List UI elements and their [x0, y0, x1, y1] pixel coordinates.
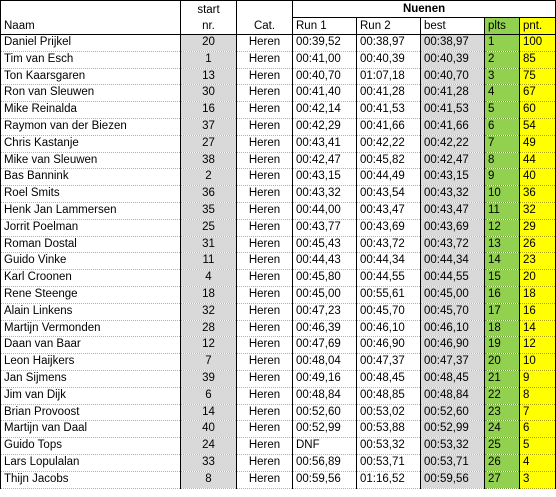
cell-plts[interactable]: 25: [485, 438, 520, 455]
cell-pnt[interactable]: 100: [520, 35, 556, 52]
cell-plts[interactable]: 9: [485, 169, 520, 186]
cell-plts[interactable]: 1: [485, 35, 520, 52]
cell-run1[interactable]: 00:45,80: [293, 270, 357, 287]
cell-start-nr[interactable]: 14: [181, 404, 237, 421]
cell-run2[interactable]: 00:43,47: [357, 202, 421, 219]
cell-plts[interactable]: 4: [485, 85, 520, 102]
cell-pnt[interactable]: 12: [520, 337, 556, 354]
cell-run2[interactable]: 00:43,72: [357, 236, 421, 253]
cell-best[interactable]: 00:48,45: [421, 370, 485, 387]
header-nr-top-cell[interactable]: [181, 1, 237, 18]
table-row: [1, 286, 556, 303]
cell-plts[interactable]: 16: [485, 286, 520, 303]
cell-best[interactable]: 00:44,55: [421, 270, 485, 287]
cell-start-nr[interactable]: 8: [181, 471, 237, 488]
cell-run1[interactable]: 00:47,69: [293, 337, 357, 354]
cell-best[interactable]: 00:46,90: [421, 337, 485, 354]
cell-run1[interactable]: 00:43,77: [293, 219, 357, 236]
header-row-top: [1, 1, 556, 18]
header-run2-label: Run 2: [360, 20, 391, 32]
cell-pnt[interactable]: 60: [520, 102, 556, 119]
cell-start-nr[interactable]: 28: [181, 320, 237, 337]
table-row: [1, 51, 556, 68]
cell-category[interactable]: Heren: [237, 421, 293, 438]
table-row: [1, 236, 556, 253]
cell-run2[interactable]: 00:44,49: [357, 169, 421, 186]
cell-run1[interactable]: 00:42,47: [293, 152, 357, 169]
cell-name[interactable]: Brian Provoost: [1, 404, 181, 421]
cell-category[interactable]: Heren: [237, 471, 293, 488]
cell-name[interactable]: Mike Reinalda: [1, 102, 181, 119]
cell-plts[interactable]: 24: [485, 421, 520, 438]
table-row: [1, 354, 556, 371]
table-row: [1, 337, 556, 354]
cell-start-nr[interactable]: 31: [181, 236, 237, 253]
header-run1-label: Run 1: [296, 20, 327, 32]
cell-name[interactable]: Thijn Jacobs: [1, 471, 181, 488]
cell-run1[interactable]: 00:44,43: [293, 253, 357, 270]
header-run2-cell[interactable]: [357, 18, 421, 35]
cell-run1[interactable]: 00:43,15: [293, 169, 357, 186]
cell-best[interactable]: 00:43,32: [421, 186, 485, 203]
cell-plts[interactable]: 6: [485, 118, 520, 135]
cell-pnt[interactable]: 9: [520, 370, 556, 387]
cell-plts[interactable]: 10: [485, 186, 520, 203]
cell-best[interactable]: 00:59,56: [421, 471, 485, 488]
cell-category[interactable]: Heren: [237, 253, 293, 270]
cell-run1[interactable]: 00:43,41: [293, 135, 357, 152]
cell-run2[interactable]: 00:41,28: [357, 85, 421, 102]
header-pnt-label: pnt.: [523, 20, 543, 32]
cell-run2[interactable]: 00:46,10: [357, 320, 421, 337]
cell-pnt[interactable]: 44: [520, 152, 556, 169]
cell-name[interactable]: Jim van Dijk: [1, 387, 181, 404]
cell-name[interactable]: Ron van Sleuwen: [1, 85, 181, 102]
cell-best[interactable]: 00:46,10: [421, 320, 485, 337]
cell-name[interactable]: Daniel Prijkel: [1, 35, 181, 52]
cell-plts[interactable]: 22: [485, 387, 520, 404]
cell-plts[interactable]: 21: [485, 370, 520, 387]
cell-name[interactable]: Martijn Vermonden: [1, 320, 181, 337]
cell-run2[interactable]: 00:43,69: [357, 219, 421, 236]
cell-run1[interactable]: 00:47,23: [293, 303, 357, 320]
cell-pnt[interactable]: 54: [520, 118, 556, 135]
cell-name[interactable]: Lars Lopulalan: [1, 454, 181, 471]
cell-best[interactable]: 00:43,47: [421, 202, 485, 219]
cell-start-nr[interactable]: 2: [181, 169, 237, 186]
cell-pnt[interactable]: 7: [520, 404, 556, 421]
cell-name[interactable]: Bas Bannink: [1, 169, 181, 186]
cell-run2[interactable]: 00:41,66: [357, 118, 421, 135]
header-event-cell[interactable]: [293, 1, 556, 18]
cell-run1[interactable]: 00:45,00: [293, 286, 357, 303]
cell-name[interactable]: Karl Croonen: [1, 270, 181, 287]
cell-plts[interactable]: 18: [485, 320, 520, 337]
cell-name[interactable]: Guido Vinke: [1, 253, 181, 270]
header-plts-cell[interactable]: [485, 18, 520, 35]
cell-start-nr[interactable]: 7: [181, 354, 237, 371]
header-nr-bottom-cell[interactable]: [181, 18, 237, 35]
table-row: [1, 454, 556, 471]
cell-category[interactable]: Heren: [237, 320, 293, 337]
cell-name[interactable]: Leon Haijkers: [1, 354, 181, 371]
cell-start-nr[interactable]: 35: [181, 202, 237, 219]
cell-category[interactable]: Heren: [237, 303, 293, 320]
cell-pnt[interactable]: 20: [520, 270, 556, 287]
cell-category[interactable]: Heren: [237, 370, 293, 387]
cell-category[interactable]: Heren: [237, 135, 293, 152]
cell-start-nr[interactable]: 13: [181, 68, 237, 85]
cell-start-nr[interactable]: 11: [181, 253, 237, 270]
cell-best[interactable]: 00:38,97: [421, 35, 485, 52]
cell-start-nr[interactable]: 38: [181, 152, 237, 169]
cell-run1[interactable]: DNF: [293, 438, 357, 455]
header-pnt-cell[interactable]: [520, 18, 556, 35]
cell-best[interactable]: 00:42,47: [421, 152, 485, 169]
table-row: [1, 387, 556, 404]
cell-run1[interactable]: 00:42,14: [293, 102, 357, 119]
cell-pnt[interactable]: 29: [520, 219, 556, 236]
cell-run2[interactable]: 00:53,71: [357, 454, 421, 471]
header-plts-label: plts: [488, 20, 506, 32]
cell-start-nr[interactable]: 16: [181, 102, 237, 119]
cell-pnt[interactable]: 23: [520, 253, 556, 270]
results-body: [1, 35, 556, 489]
cell-start-nr[interactable]: 32: [181, 303, 237, 320]
table-row: [1, 471, 556, 488]
cell-run1[interactable]: 00:48,04: [293, 354, 357, 371]
cell-plts[interactable]: 13: [485, 236, 520, 253]
table-row: [1, 370, 556, 387]
cell-category[interactable]: Heren: [237, 236, 293, 253]
cell-pnt[interactable]: 14: [520, 320, 556, 337]
cell-category[interactable]: Heren: [237, 454, 293, 471]
cell-run2[interactable]: 00:40,39: [357, 51, 421, 68]
cell-pnt[interactable]: 32: [520, 202, 556, 219]
cell-run2[interactable]: 00:44,55: [357, 270, 421, 287]
header-best-cell[interactable]: [421, 18, 485, 35]
table-row: [1, 135, 556, 152]
cell-category[interactable]: Heren: [237, 169, 293, 186]
cell-start-nr[interactable]: 37: [181, 118, 237, 135]
cell-pnt[interactable]: 18: [520, 286, 556, 303]
cell-run2[interactable]: 00:47,37: [357, 354, 421, 371]
cell-pnt[interactable]: 85: [520, 51, 556, 68]
cell-start-nr[interactable]: 1: [181, 51, 237, 68]
cell-start-nr[interactable]: 33: [181, 454, 237, 471]
cell-run1[interactable]: 00:59,56: [293, 471, 357, 488]
cell-best[interactable]: 00:41,28: [421, 85, 485, 102]
cell-category[interactable]: Heren: [237, 102, 293, 119]
cell-run2[interactable]: 00:38,97: [357, 35, 421, 52]
cell-category[interactable]: Heren: [237, 35, 293, 52]
cell-start-nr[interactable]: 24: [181, 438, 237, 455]
header-nr-label-top: start: [197, 3, 220, 16]
cell-plts[interactable]: 11: [485, 202, 520, 219]
cell-name[interactable]: Ton Kaarsgaren: [1, 68, 181, 85]
cell-name[interactable]: Martijn van Daal: [1, 421, 181, 438]
header-run1-cell[interactable]: [293, 18, 357, 35]
cell-pnt[interactable]: 3: [520, 471, 556, 488]
table-row: [1, 102, 556, 119]
cell-start-nr[interactable]: 27: [181, 135, 237, 152]
event-title: Nuenen: [402, 3, 446, 15]
cell-plts[interactable]: 5: [485, 102, 520, 119]
cell-best[interactable]: 00:41,53: [421, 102, 485, 119]
cell-start-nr[interactable]: 12: [181, 337, 237, 354]
cell-plts[interactable]: 2: [485, 51, 520, 68]
cell-best[interactable]: 00:40,70: [421, 68, 485, 85]
cell-name[interactable]: Henk Jan Lammersen: [1, 202, 181, 219]
cell-best[interactable]: 00:40,39: [421, 51, 485, 68]
cell-pnt[interactable]: 75: [520, 68, 556, 85]
cell-pnt[interactable]: 36: [520, 186, 556, 203]
cell-run2[interactable]: 00:42,22: [357, 135, 421, 152]
table-row: [1, 202, 556, 219]
cell-run1[interactable]: 00:43,32: [293, 186, 357, 203]
cell-pnt[interactable]: 26: [520, 236, 556, 253]
cell-start-nr[interactable]: 40: [181, 421, 237, 438]
cell-run1[interactable]: 00:48,84: [293, 387, 357, 404]
cell-category[interactable]: Heren: [237, 286, 293, 303]
table-row: [1, 320, 556, 337]
cell-run2[interactable]: 00:44,34: [357, 253, 421, 270]
table-row: [1, 404, 556, 421]
cell-run1[interactable]: 00:40,70: [293, 68, 357, 85]
cell-name[interactable]: Alain Linkens: [1, 303, 181, 320]
cell-start-nr[interactable]: 30: [181, 85, 237, 102]
cell-run2[interactable]: 00:53,32: [357, 438, 421, 455]
header-name-cell[interactable]: [1, 1, 181, 35]
cell-run1[interactable]: 00:56,89: [293, 454, 357, 471]
cell-best[interactable]: 00:47,37: [421, 354, 485, 371]
cell-pnt[interactable]: 5: [520, 438, 556, 455]
cell-name[interactable]: Raymon van der Biezen: [1, 118, 181, 135]
cell-category[interactable]: Heren: [237, 337, 293, 354]
cell-plts[interactable]: 23: [485, 404, 520, 421]
cell-best[interactable]: 00:43,72: [421, 236, 485, 253]
cell-run1[interactable]: 00:52,99: [293, 421, 357, 438]
cell-plts[interactable]: 17: [485, 303, 520, 320]
header-nr-label-bottom: nr.: [202, 20, 215, 32]
cell-best[interactable]: 00:45,00: [421, 286, 485, 303]
cell-run2[interactable]: 00:55,61: [357, 286, 421, 303]
cell-run2[interactable]: 01:07,18: [357, 68, 421, 85]
cell-pnt[interactable]: 4: [520, 454, 556, 471]
cell-run2[interactable]: 00:43,54: [357, 186, 421, 203]
cell-run1[interactable]: 00:39,52: [293, 35, 357, 52]
header-best-label: best: [424, 20, 446, 32]
table-row: [1, 85, 556, 102]
table-row: [1, 68, 556, 85]
cell-pnt[interactable]: 49: [520, 135, 556, 152]
cell-run1[interactable]: 00:41,40: [293, 85, 357, 102]
cell-run2[interactable]: 00:53,02: [357, 404, 421, 421]
cell-best[interactable]: 00:53,71: [421, 454, 485, 471]
cell-category[interactable]: Heren: [237, 118, 293, 135]
cell-category[interactable]: Heren: [237, 219, 293, 236]
cell-best[interactable]: 00:43,15: [421, 169, 485, 186]
table-row: [1, 438, 556, 455]
cell-category[interactable]: Heren: [237, 186, 293, 203]
cell-name[interactable]: Jorrit Poelman: [1, 219, 181, 236]
cell-plts[interactable]: 8: [485, 152, 520, 169]
cell-plts[interactable]: 12: [485, 219, 520, 236]
cell-category[interactable]: Heren: [237, 387, 293, 404]
table-row: [1, 35, 556, 52]
cell-category[interactable]: Heren: [237, 270, 293, 287]
cell-plts[interactable]: 7: [485, 135, 520, 152]
cell-pnt[interactable]: 8: [520, 387, 556, 404]
header-cat-top-cell[interactable]: [237, 1, 293, 18]
cell-name[interactable]: Daan van Baar: [1, 337, 181, 354]
cell-name[interactable]: Jan Sijmens: [1, 370, 181, 387]
cell-category[interactable]: Heren: [237, 202, 293, 219]
cell-best[interactable]: 00:52,99: [421, 421, 485, 438]
cell-run1[interactable]: 00:41,00: [293, 51, 357, 68]
cell-best[interactable]: 00:42,22: [421, 135, 485, 152]
header-cat-cell[interactable]: [237, 18, 293, 35]
cell-category[interactable]: Heren: [237, 354, 293, 371]
cell-name[interactable]: Roel Smits: [1, 186, 181, 203]
cell-best[interactable]: 00:45,70: [421, 303, 485, 320]
cell-start-nr[interactable]: 6: [181, 387, 237, 404]
header-cat-label: Cat.: [253, 20, 276, 32]
cell-category[interactable]: Heren: [237, 438, 293, 455]
cell-start-nr[interactable]: 39: [181, 370, 237, 387]
table-row: [1, 253, 556, 270]
cell-start-nr[interactable]: 36: [181, 186, 237, 203]
cell-category[interactable]: Heren: [237, 68, 293, 85]
table-row: [1, 421, 556, 438]
cell-pnt[interactable]: 6: [520, 421, 556, 438]
cell-run2[interactable]: 01:16,52: [357, 471, 421, 488]
cell-start-nr[interactable]: 25: [181, 219, 237, 236]
header-name-label: Naam: [4, 20, 35, 32]
cell-name[interactable]: Mike van Sleuwen: [1, 152, 181, 169]
cell-plts[interactable]: 19: [485, 337, 520, 354]
table-row: [1, 270, 556, 287]
cell-run2[interactable]: 00:48,45: [357, 370, 421, 387]
cell-category[interactable]: Heren: [237, 152, 293, 169]
cell-pnt[interactable]: 16: [520, 303, 556, 320]
cell-category[interactable]: Heren: [237, 51, 293, 68]
table-row: [1, 169, 556, 186]
cell-name[interactable]: Tim van Esch: [1, 51, 181, 68]
cell-plts[interactable]: 3: [485, 68, 520, 85]
cell-run2[interactable]: 00:48,85: [357, 387, 421, 404]
cell-name[interactable]: Rene Steenge: [1, 286, 181, 303]
cell-best[interactable]: 00:44,34: [421, 253, 485, 270]
cell-start-nr[interactable]: 20: [181, 35, 237, 52]
cell-run1[interactable]: 00:49,16: [293, 370, 357, 387]
cell-start-nr[interactable]: 4: [181, 270, 237, 287]
cell-run2[interactable]: 00:45,82: [357, 152, 421, 169]
cell-best[interactable]: 00:52,60: [421, 404, 485, 421]
table-row: [1, 186, 556, 203]
cell-run1[interactable]: 00:46,39: [293, 320, 357, 337]
cell-pnt[interactable]: 67: [520, 85, 556, 102]
cell-start-nr[interactable]: 18: [181, 286, 237, 303]
cell-name[interactable]: Guido Tops: [1, 438, 181, 455]
cell-name[interactable]: Roman Dostal: [1, 236, 181, 253]
cell-category[interactable]: Heren: [237, 404, 293, 421]
cell-run2[interactable]: 00:45,70: [357, 303, 421, 320]
cell-run2[interactable]: 00:46,90: [357, 337, 421, 354]
cell-plts[interactable]: 26: [485, 454, 520, 471]
table-row: [1, 118, 556, 135]
cell-plts[interactable]: 15: [485, 270, 520, 287]
cell-run2[interactable]: 00:41,53: [357, 102, 421, 119]
cell-name[interactable]: Chris Kastanje: [1, 135, 181, 152]
cell-run1[interactable]: 00:52,60: [293, 404, 357, 421]
cell-category[interactable]: Heren: [237, 85, 293, 102]
cell-best[interactable]: 00:43,69: [421, 219, 485, 236]
cell-run1[interactable]: 00:44,00: [293, 202, 357, 219]
cell-best[interactable]: 00:41,66: [421, 118, 485, 135]
table-row: [1, 303, 556, 320]
cell-best[interactable]: 00:48,84: [421, 387, 485, 404]
cell-pnt[interactable]: 40: [520, 169, 556, 186]
cell-plts[interactable]: 14: [485, 253, 520, 270]
cell-run2[interactable]: 00:53,88: [357, 421, 421, 438]
cell-plts[interactable]: 27: [485, 471, 520, 488]
cell-pnt[interactable]: 10: [520, 354, 556, 371]
cell-run1[interactable]: 00:42,29: [293, 118, 357, 135]
table-row: [1, 152, 556, 169]
cell-run1[interactable]: 00:45,43: [293, 236, 357, 253]
cell-best[interactable]: 00:53,32: [421, 438, 485, 455]
table-row: [1, 219, 556, 236]
cell-plts[interactable]: 20: [485, 354, 520, 371]
